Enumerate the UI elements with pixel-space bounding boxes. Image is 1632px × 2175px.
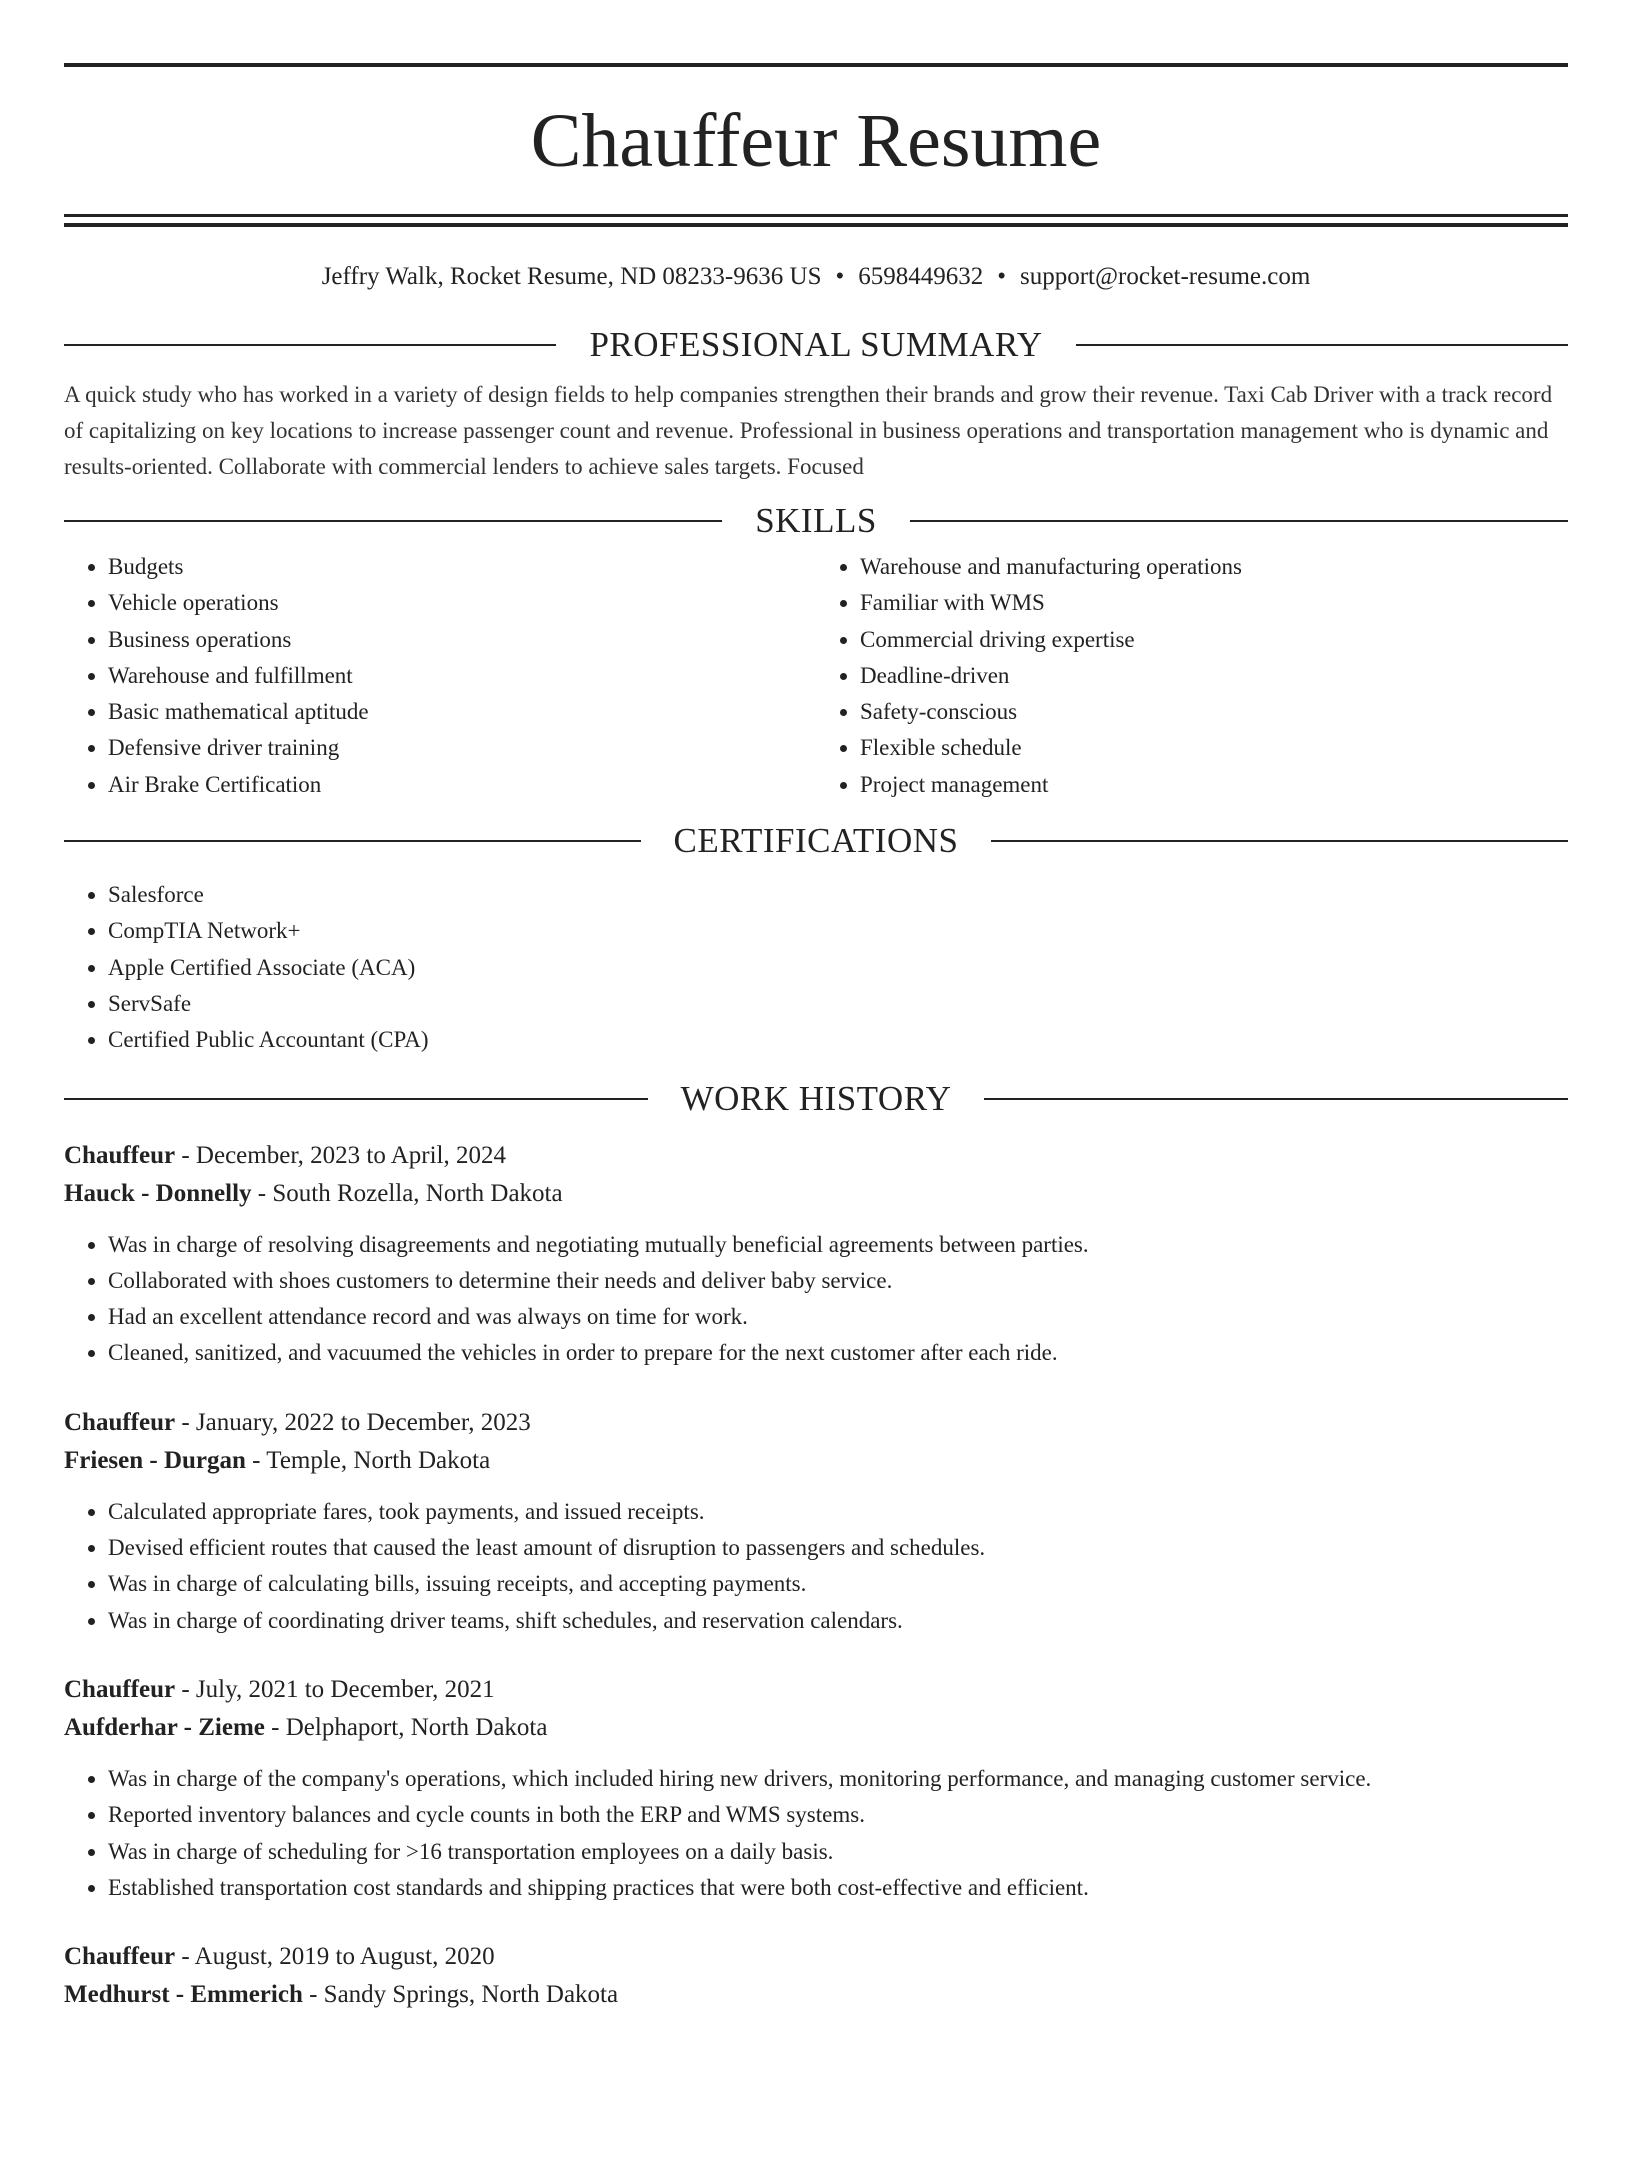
section-header-summary [64,323,1568,367]
job-company: Friesen - Durgan [64,1446,246,1474]
job-dates: - January, 2022 to December, 2023 [175,1408,531,1436]
job-company-line [64,1709,1568,1747]
divider-line [64,520,722,522]
job-company-line [64,1442,1568,1480]
skill-item: • Air Brake Certification [108,767,816,803]
job-bullet: • Was in charge of coordinating driver teams, shift schedules, and reservation calendars. [108,1603,1568,1639]
skill-item: • Business operations [108,622,816,658]
job-bullet: • Cleaned, sanitized, and vacuumed the vehicles in order to prepare for the next customer after each ride. [108,1335,1568,1371]
job-title: Chauffeur [64,1408,176,1436]
divider-line [64,344,556,346]
job-bullet: • Calculated appropriate fares, took payments, and issued receipts. [108,1494,1568,1530]
job-bullets [64,1227,1568,1372]
contact-line [64,261,1568,293]
job-title-line [64,1671,1568,1709]
job-bullet: • Had an excellent attendance record and was always on time for work. [108,1299,1568,1335]
section-title-work-history: WORK HISTORY [680,1078,952,1118]
resume-title: Chauffeur Resume [530,99,1102,183]
certification-item: • Salesforce [108,877,1568,913]
job-bullet: • Reported inventory balances and cycle counts in both the ERP and WMS systems. [108,1797,1568,1833]
job-dates: - July, 2021 to December, 2021 [175,1675,495,1703]
section-header-work-history [64,1077,1568,1121]
job-title: Chauffeur [64,1675,176,1703]
skills-column-left [64,549,816,803]
job-bullet: • Was in charge of calculating bills, issuing receipts, and accepting payments. [108,1566,1568,1602]
skill-item: • Defensive driver training [108,730,816,766]
contact-phone: 6598449632 [858,263,984,290]
job-location: - Sandy Springs, North Dakota [302,1981,619,2009]
divider-line [984,1098,1568,1100]
resume-page [0,63,1632,2175]
skill-item: • Vehicle operations [108,585,816,621]
certification-item: • ServSafe [108,986,1568,1022]
job-bullet: • Established transportation cost standards and shipping practices that were both cost-effective and efficient. [108,1870,1568,1906]
certifications-list [64,877,1568,1058]
job-location: - Temple, North Dakota [245,1446,491,1474]
divider-line [1076,344,1568,346]
divider-line [64,1098,648,1100]
summary-text: A quick study who has worked in a variety of design fields to help companies strengthen their brands and grow their revenue. Taxi Cab Driver with a track record of capitalizing on key locations to increase passenger count and revenue. Professional in business operations and transportation management who is dynamic and results-oriented. Collaborate with commercial lenders to achieve sales targets. Focused [64,382,1553,479]
skill-item: • Deadline-driven [860,658,1568,694]
job-bullets [64,1494,1568,1639]
skill-item: • Safety-conscious [860,694,1568,730]
skill-item: • Commercial driving expertise [860,622,1568,658]
contact-address: Jeffry Walk, Rocket Resume, ND 08233-9636 US [321,263,822,290]
job-dates: - August, 2019 to August, 2020 [175,1943,495,1971]
skill-item: • Familiar with WMS [860,585,1568,621]
job-title-line [64,1137,1568,1175]
certification-item: • CompTIA Network+ [108,913,1568,949]
skills-list [64,549,1568,803]
skill-item: • Warehouse and manufacturing operations [860,549,1568,585]
job-entry [64,1671,1568,1906]
contact-separator: • [835,263,845,290]
skill-item: • Budgets [108,549,816,585]
job-company: Hauck - Donnelly [64,1179,252,1207]
section-title-certifications: CERTIFICATIONS [673,821,959,861]
job-bullet: • Collaborated with shoes customers to determine their needs and deliver baby service. [108,1263,1568,1299]
job-title: Chauffeur [64,1943,176,1971]
contact-email: support@rocket-resume.com [1020,263,1311,290]
section-title-summary: PROFESSIONAL SUMMARY [589,325,1043,364]
section-title-skills: SKILLS [755,501,877,540]
skill-item: • Warehouse and fulfillment [108,658,816,694]
section-header-skills [64,499,1568,543]
skills-column-right [816,549,1568,803]
certification-item: • Certified Public Accountant (CPA) [108,1022,1568,1058]
skill-item: • Basic mathematical aptitude [108,694,816,730]
job-company: Medhurst - Emmerich [64,1981,303,2009]
skill-item: • Project management [860,767,1568,803]
job-entry [64,1137,1568,1372]
job-company: Aufderhar - Zieme [64,1713,265,1741]
job-title-line [64,1404,1568,1442]
top-rule [64,63,1568,67]
contact-separator: • [997,263,1006,290]
job-title-line [64,1938,1568,1976]
job-dates: - December, 2023 to April, 2024 [175,1141,506,1169]
title-double-rule [64,214,1568,227]
job-bullet: • Was in charge of the company's operations, which included hiring new drivers, monitoring performance, and managing customer service. [108,1761,1568,1797]
divider-line [910,520,1568,522]
section-header-certifications [64,819,1568,863]
job-location: - South Rozella, North Dakota [251,1179,563,1207]
job-entry [64,1938,1568,2014]
skill-item: • Flexible schedule [860,730,1568,766]
job-bullets [64,1761,1568,1906]
divider-line [64,840,641,842]
job-bullet: • Devised efficient routes that caused the least amount of disruption to passengers and schedules. [108,1530,1568,1566]
job-bullet: • Was in charge of scheduling for >16 transportation employees on a daily basis. [108,1834,1568,1870]
job-entry [64,1404,1568,1639]
job-company-line [64,1976,1568,2014]
job-bullet: • Was in charge of resolving disagreements and negotiating mutually beneficial agreements between parties. [108,1227,1568,1263]
certification-item: • Apple Certified Associate (ACA) [108,950,1568,986]
job-location: - Delphaport, North Dakota [264,1713,548,1741]
job-company-line [64,1175,1568,1213]
job-title: Chauffeur [64,1141,176,1169]
divider-line [991,840,1568,842]
